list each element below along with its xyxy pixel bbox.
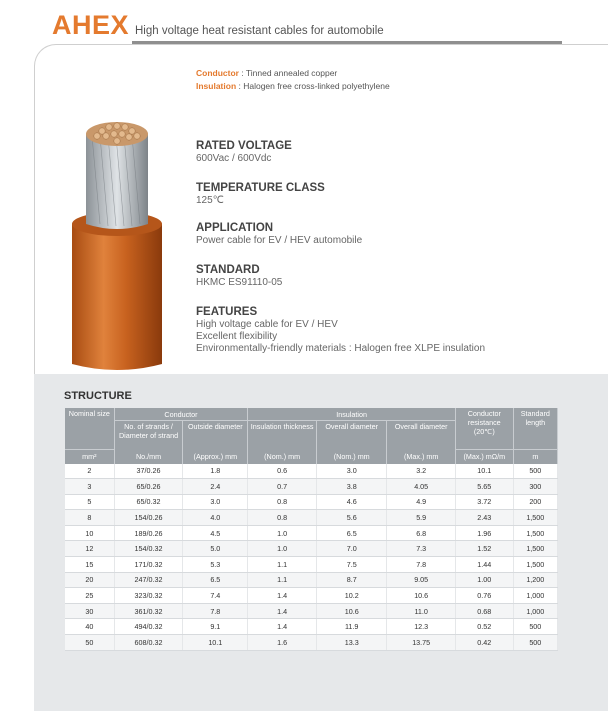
outside-diameter-cell: 3.0 <box>183 494 248 510</box>
nominal-size-cell: 3 <box>65 479 114 495</box>
overall-max-cell: 4.9 <box>387 494 456 510</box>
resistance-header: Conductor resistance (20℃) <box>455 408 513 449</box>
conductor-value: : Tinned annealed copper <box>238 68 338 78</box>
nominal-size-cell: 50 <box>65 635 114 651</box>
strands-cell: 154/0.26 <box>114 510 183 526</box>
overall-max-cell: 4.05 <box>387 479 456 495</box>
strands-cell: 323/0.32 <box>114 588 183 604</box>
overall-nom-cell: 6.5 <box>317 525 387 541</box>
overall-nom-cell: 8.7 <box>317 572 387 588</box>
material-specs <box>196 67 390 93</box>
table-row <box>65 464 558 479</box>
table-row <box>65 588 558 604</box>
thickness-cell: 1.0 <box>248 525 317 541</box>
thickness-cell: 1.4 <box>248 603 317 619</box>
insulation-value: : Halogen free cross-linked polyethylene <box>236 81 390 91</box>
length-cell: 1,500 <box>513 510 557 526</box>
overall-max-cell: 12.3 <box>387 619 456 635</box>
thickness-cell: 1.6 <box>248 635 317 651</box>
table-row <box>65 525 558 541</box>
overall-max-header: Overall diameter <box>387 421 456 450</box>
resistance-cell: 2.43 <box>455 510 513 526</box>
thickness-cell: 0.8 <box>248 510 317 526</box>
outside-diameter-cell: 5.3 <box>183 557 248 573</box>
length-cell: 500 <box>513 619 557 635</box>
strands-cell: 247/0.32 <box>114 572 183 588</box>
thickness-cell: 1.1 <box>248 557 317 573</box>
standard-heading: STANDARD <box>196 264 260 276</box>
strands-cell: 37/0.26 <box>114 464 183 479</box>
temperature-class-heading: TEMPERATURE CLASS <box>196 182 325 194</box>
overall-max-cell: 7.8 <box>387 557 456 573</box>
length-cell: 200 <box>513 494 557 510</box>
length-header: Standard length <box>513 408 557 449</box>
strands-cell: 494/0.32 <box>114 619 183 635</box>
rated-voltage-heading: RATED VOLTAGE <box>196 140 292 152</box>
length-cell: 1,500 <box>513 525 557 541</box>
thickness-cell: 0.7 <box>248 479 317 495</box>
strands-cell: 608/0.32 <box>114 635 183 651</box>
table-row <box>65 635 558 651</box>
standard-text: HKMC ES91110-05 <box>196 277 283 288</box>
table-row <box>65 557 558 573</box>
strands-cell: 189/0.26 <box>114 525 183 541</box>
overall-max-cell: 13.75 <box>387 635 456 651</box>
resistance-cell: 10.1 <box>455 464 513 479</box>
conductor-spec <box>196 67 390 80</box>
rated-voltage-text: 600Vac / 600Vdc <box>196 153 272 164</box>
overall-max-cell: 9.05 <box>387 572 456 588</box>
length-cell: 1,000 <box>513 588 557 604</box>
resistance-cell: 1.96 <box>455 525 513 541</box>
application-heading: APPLICATION <box>196 222 274 234</box>
temperature-class-text: 125℃ <box>196 195 224 206</box>
features-section <box>196 305 485 355</box>
overall-nom-cell: 4.6 <box>317 494 387 510</box>
length-cell: 1,500 <box>513 557 557 573</box>
resistance-cell: 5.65 <box>455 479 513 495</box>
outside-diameter-cell: 10.1 <box>183 635 248 651</box>
unit-thickness: (Nom.) mm <box>248 449 317 464</box>
overall-max-cell: 3.2 <box>387 464 456 479</box>
feature-line: Environmentally-friendly materials : Halogen free XLPE insulation <box>196 343 486 354</box>
outside-diameter-cell: 7.8 <box>183 603 248 619</box>
unit-outside-diameter: (Approx.) mm <box>183 449 248 464</box>
nominal-size-cell: 5 <box>65 494 114 510</box>
overall-nom-cell: 10.2 <box>317 588 387 604</box>
resistance-cell: 0.76 <box>455 588 513 604</box>
overall-nom-cell: 3.8 <box>317 479 387 495</box>
application-text: Power cable for EV / HEV automobile <box>196 235 363 246</box>
insulation-label: Insulation <box>196 81 237 91</box>
features-heading: FEATURES <box>196 306 258 318</box>
structure-title: STRUCTURE <box>64 390 132 402</box>
structure-table <box>65 408 558 651</box>
cable-jacket <box>72 224 162 370</box>
unit-length: m <box>513 449 557 464</box>
overall-max-cell: 5.9 <box>387 510 456 526</box>
insulation-spec <box>196 80 390 93</box>
table-row <box>65 572 558 588</box>
unit-resistance: (Max.) mΩ/m <box>455 449 513 464</box>
resistance-cell: 0.68 <box>455 603 513 619</box>
strands-cell: 361/0.32 <box>114 603 183 619</box>
thickness-cell: 1.1 <box>248 572 317 588</box>
outside-diameter-cell: 1.8 <box>183 464 248 479</box>
conductor-label: Conductor <box>196 68 239 78</box>
unit-strands: No./mm <box>114 449 183 464</box>
thickness-cell: 1.4 <box>248 619 317 635</box>
nominal-size-cell: 30 <box>65 603 114 619</box>
nominal-size-cell: 25 <box>65 588 114 604</box>
overall-nom-cell: 11.9 <box>317 619 387 635</box>
outside-diameter-cell: 9.1 <box>183 619 248 635</box>
overall-max-cell: 11.0 <box>387 603 456 619</box>
overall-nom-cell: 5.6 <box>317 510 387 526</box>
length-cell: 500 <box>513 635 557 651</box>
length-cell: 500 <box>513 464 557 479</box>
outside-diameter-cell: 4.0 <box>183 510 248 526</box>
resistance-cell: 1.44 <box>455 557 513 573</box>
cable-image <box>62 114 172 374</box>
standard-section <box>196 263 282 289</box>
length-cell: 1,000 <box>513 603 557 619</box>
feature-line: High voltage cable for EV / HEV <box>196 319 338 330</box>
conductor-group-header: Conductor <box>114 408 248 421</box>
overall-max-cell: 6.8 <box>387 525 456 541</box>
nominal-size-cell: 2 <box>65 464 114 479</box>
outside-diameter-header: Outside diameter <box>183 421 248 450</box>
overall-nom-cell: 7.0 <box>317 541 387 557</box>
resistance-cell: 0.52 <box>455 619 513 635</box>
overall-nom-cell: 7.5 <box>317 557 387 573</box>
application-section <box>196 221 362 247</box>
resistance-cell: 0.42 <box>455 635 513 651</box>
strands-cell: 171/0.32 <box>114 557 183 573</box>
overall-nom-header: Overall diameter <box>317 421 387 450</box>
length-cell: 300 <box>513 479 557 495</box>
strands-header: No. of strands / Diameter of strand <box>114 421 183 450</box>
table-row <box>65 603 558 619</box>
nominal-size-header: Nominal size <box>65 408 114 449</box>
outside-diameter-cell: 6.5 <box>183 572 248 588</box>
overall-nom-cell: 3.0 <box>317 464 387 479</box>
length-cell: 1,200 <box>513 572 557 588</box>
nominal-size-cell: 20 <box>65 572 114 588</box>
table-row <box>65 494 558 510</box>
strands-cell: 65/0.32 <box>114 494 183 510</box>
page-header <box>52 10 562 44</box>
product-title: AHEX <box>52 10 130 40</box>
table-row <box>65 541 558 557</box>
temperature-class-section <box>196 181 325 207</box>
unit-overall-nom: (Nom.) mm <box>317 449 387 464</box>
structure-table-body <box>65 464 558 651</box>
nominal-size-cell: 15 <box>65 557 114 573</box>
product-subtitle: High voltage heat resistant cables for automobile <box>135 25 384 37</box>
outside-diameter-cell: 7.4 <box>183 588 248 604</box>
rated-voltage-section <box>196 139 292 165</box>
nominal-size-cell: 40 <box>65 619 114 635</box>
nominal-size-cell: 12 <box>65 541 114 557</box>
length-cell: 1,500 <box>513 541 557 557</box>
nominal-size-cell: 10 <box>65 525 114 541</box>
strands-cell: 65/0.26 <box>114 479 183 495</box>
overall-nom-cell: 13.3 <box>317 635 387 651</box>
thickness-cell: 1.4 <box>248 588 317 604</box>
table-row <box>65 619 558 635</box>
thickness-cell: 0.6 <box>248 464 317 479</box>
resistance-cell: 3.72 <box>455 494 513 510</box>
overall-max-cell: 7.3 <box>387 541 456 557</box>
outside-diameter-cell: 5.0 <box>183 541 248 557</box>
strands-cell: 154/0.32 <box>114 541 183 557</box>
nominal-size-cell: 8 <box>65 510 114 526</box>
resistance-cell: 1.52 <box>455 541 513 557</box>
outside-diameter-cell: 2.4 <box>183 479 248 495</box>
overall-nom-cell: 10.6 <box>317 603 387 619</box>
thickness-cell: 0.8 <box>248 494 317 510</box>
outside-diameter-cell: 4.5 <box>183 525 248 541</box>
feature-line: Excellent flexibility <box>196 331 278 342</box>
overall-max-cell: 10.6 <box>387 588 456 604</box>
insulation-group-header: Insulation <box>248 408 456 421</box>
table-row <box>65 510 558 526</box>
unit-nominal: mm² <box>65 449 114 464</box>
resistance-cell: 1.00 <box>455 572 513 588</box>
table-row <box>65 479 558 495</box>
thickness-cell: 1.0 <box>248 541 317 557</box>
unit-overall-max: (Max.) mm <box>387 449 456 464</box>
thickness-header: Insulation thickness <box>248 421 317 450</box>
